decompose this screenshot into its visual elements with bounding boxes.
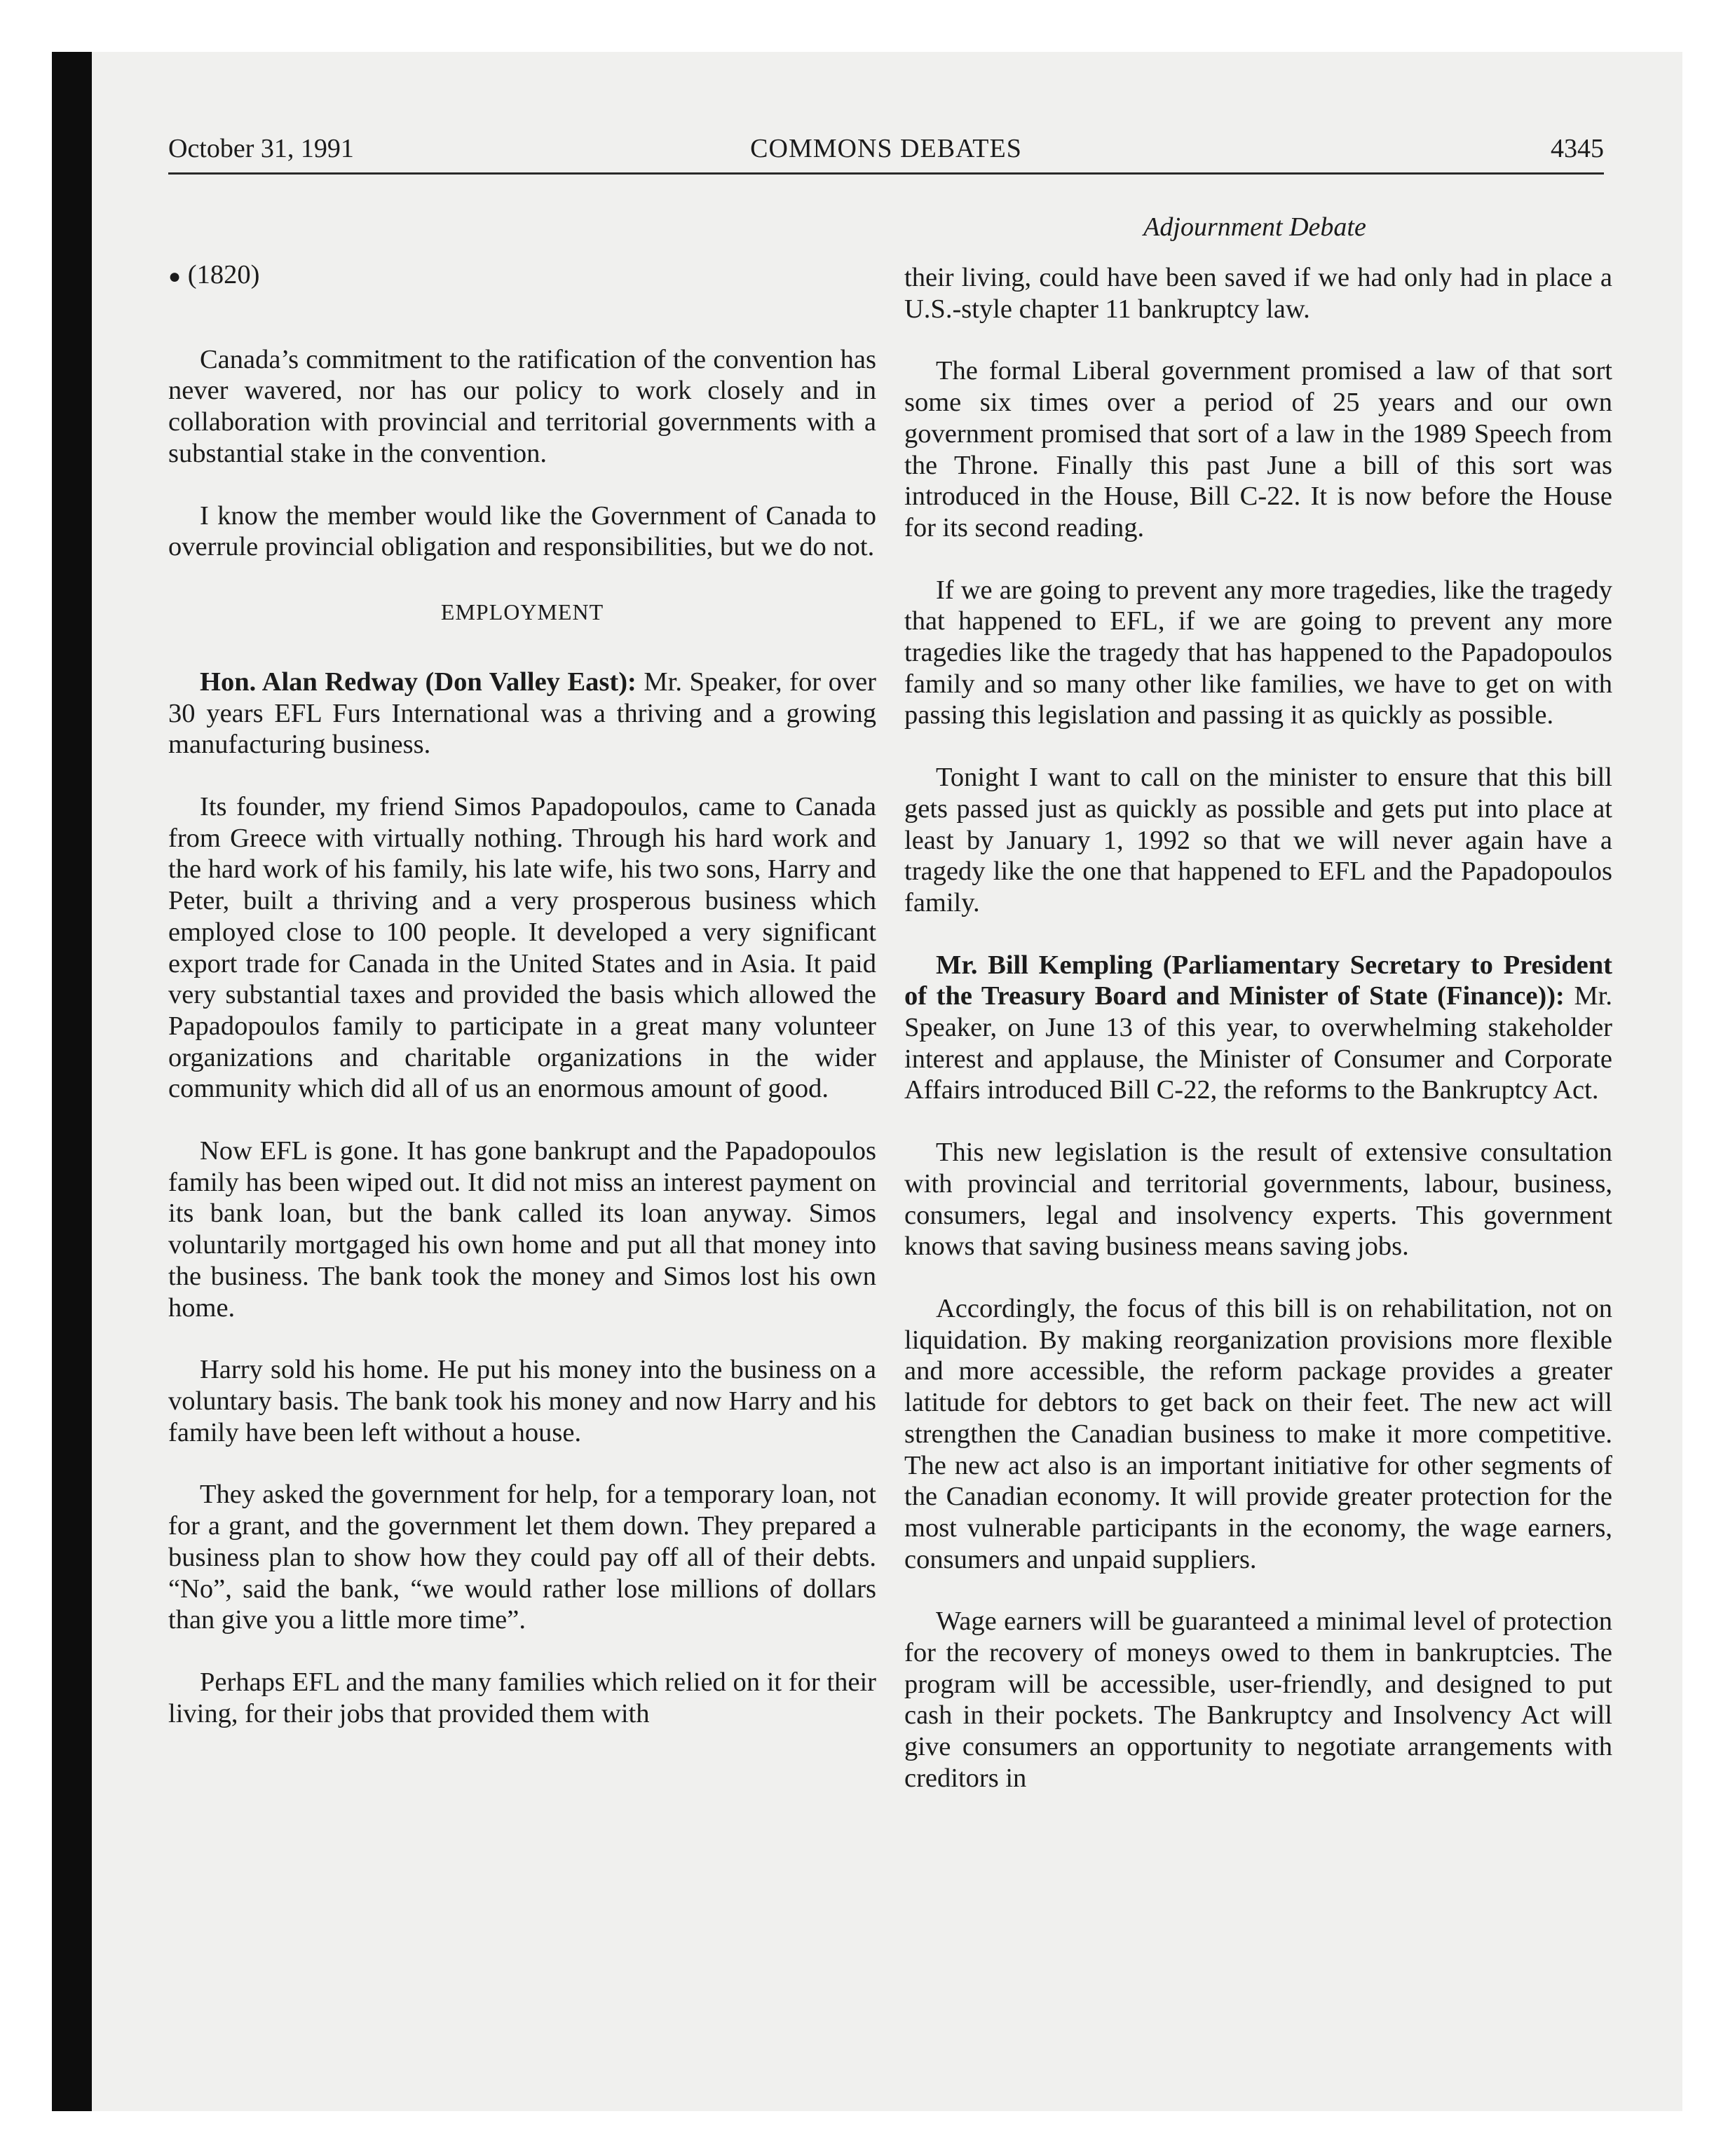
- page-number: 4345: [1551, 134, 1604, 163]
- time-marker: [168, 259, 876, 293]
- paragraph: The formal Liberal government promised a law of that sort some six times over a period of 25 years and our own government promised that sort of a law in the 1989 Speech from the Throne. Finally this past June a bill of this sort was introduced in the House, Bill C-22. It is now before the House for its second reading.: [904, 356, 1612, 543]
- header-title: COMMONS DEBATES: [750, 134, 1022, 163]
- running-head: Adjournment Debate: [1143, 212, 1366, 242]
- paragraph: Its founder, my friend Simos Papadopoulos, came to Canada from Greece with virtually nothing. Through his hard work and the hard work of his family, his late wife, his two sons, Harry and Peter, built a thriving and a very prosperous business which employed close to 100 people. It developed a very significant export trade for Canada in the United States and in Asia. It paid very substantial taxes and provided the basis which allowed the Papadopoulos family to participate in a great many volunteer organizations and charitable organizations in the wider community which did all of us an enormous amount of good.: [168, 792, 876, 1104]
- speech-text: Mr. Speaker, for over 30 years EFL Furs International was a thriving and a growing manufacturing business.: [168, 667, 877, 760]
- paragraph: Canada’s commitment to the ratification of the convention has never wavered, nor has our policy to work closely and in collaboration with provincial and territorial governments with a substantial stake in the convention.: [168, 344, 876, 468]
- header-date: October 31, 1991: [168, 134, 354, 163]
- paragraph: I know the member would like the Government of Canada to overrule provincial obligation and responsibilities, but we do not.: [168, 500, 876, 562]
- paragraph: If we are going to prevent any more tragedies, like the tragedy that happened to EFL, if we are going to prevent any more tragedies like the tragedy that has happened to the Papadopoulos family and so many other like families, we have to get on with passing this legislation and passing it as quickly as possible.: [904, 575, 1612, 730]
- time-marker-text: (1820): [187, 260, 260, 289]
- paragraph: Tonight I want to call on the minister to ensure that this bill gets passed just as quickly as possible and gets put into place at least by January 1, 1992 so that we will never again have a tragedy like the one that happened to EFL and the Papadopoulos family.: [904, 763, 1612, 917]
- paragraph: This new legislation is the result of extensive consultation with provincial and territorial governments, labour, business, consumers, legal and insolvency experts. This government knows that saving business means saving jobs.: [904, 1138, 1612, 1262]
- header-rule: [168, 172, 1604, 175]
- paragraph: Perhaps EFL and the many families which relied on it for their living, for their jobs that provided them with: [168, 1667, 876, 1728]
- paragraph: They asked the government for help, for a temporary loan, not for a grant, and the government let them down. They prepared a business plan to show how they could pay off all of their debts. “No”, said the bank, “we would rather lose millions of dollars than give you a little more time”.: [168, 1480, 876, 1635]
- paragraph: Accordingly, the focus of this bill is on rehabilitation, not on liquidation. By making reorganization provisions more flexible and more accessible, the reform package provides a greater latitude for debtors to get back on their feet. The new act will strengthen the Canadian business to make it more competitive. The new act also is an important initiative for other segments of the Canadian economy. It will provide greater protection for the most vulnerable participants in the economy, the wage earners, consumers and unpaid suppliers.: [904, 1293, 1612, 1574]
- paragraph: Now EFL is gone. It has gone bankrupt and the Papadopoulos family has been wiped out. It did not miss an interest payment on its bank loan, but the bank called its loan anyway. Simos voluntarily mortgaged his own home and put all that money into the business. The bank took the money and Simos lost his own home.: [168, 1136, 876, 1323]
- right-column: [904, 262, 1612, 1825]
- paragraph: [904, 950, 1612, 1107]
- scan-edge-shadow: [52, 52, 92, 2111]
- section-heading: EMPLOYMENT: [440, 599, 604, 625]
- paragraph: their living, could have been saved if we had only had in place a U.S.-style chapter 11 bankruptcy law.: [904, 263, 1612, 324]
- paragraph: [168, 667, 876, 760]
- bullet-icon: ●: [168, 265, 182, 288]
- left-column: [168, 259, 876, 1760]
- speaker-name: Hon. Alan Redway (Don Valley East):: [200, 667, 637, 697]
- speaker-name: Mr. Bill Kempling (Parliamentary Secretary to President of the Treasury Board and Minister of State (Finance)):: [904, 950, 1612, 1011]
- page-header: [168, 132, 1604, 174]
- speech-text: Mr. Speaker, on June 13 of this year, to overwhelming stakeholder interest and applause, the Minister of Consumer and Corporate Affairs introduced Bill C-22, the reforms to the Bankruptcy Act.: [904, 981, 1612, 1105]
- paragraph: Harry sold his home. He put his money into the business on a voluntary basis. The bank took his money and now Harry and his family have been left without a house.: [168, 1355, 876, 1447]
- paragraph: Wage earners will be guaranteed a minimal level of protection for the recovery of moneys owed to them in bankruptcies. The program will be accessible, user-friendly, and designed to put cash in their pockets. The Bankruptcy and Insolvency Act will give consumers an opportunity to negotiate arrangements with creditors in: [904, 1606, 1612, 1793]
